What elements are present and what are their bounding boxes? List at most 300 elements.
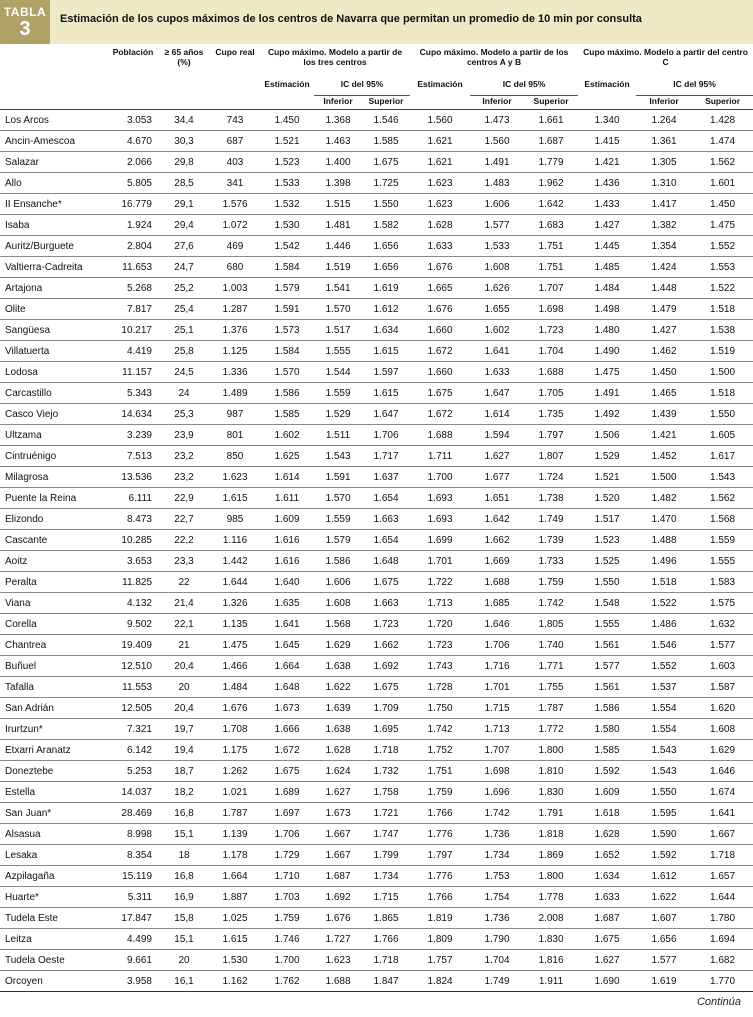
table-cell: 1.656 [362, 236, 410, 257]
table-cell: 1.626 [470, 278, 524, 299]
table-cell: 1.657 [692, 866, 753, 887]
table-cell: 1.687 [314, 866, 362, 887]
table-cell: 1.776 [410, 866, 470, 887]
table-cell: 13.536 [108, 467, 158, 488]
centro-name-cell: San Adrián [0, 698, 108, 719]
table-cell: 1.664 [210, 866, 260, 887]
table-cell: 1.602 [470, 320, 524, 341]
table-cell: 1.722 [410, 572, 470, 593]
centro-name-cell: Tudela Este [0, 908, 108, 929]
table-cell: 1.421 [636, 425, 692, 446]
table-cell: 801 [210, 425, 260, 446]
table-cell: 1.625 [260, 446, 314, 467]
table-cell: 1.697 [260, 803, 314, 824]
table-cell: 1.612 [636, 866, 692, 887]
table-cell: 12.510 [108, 656, 158, 677]
table-cell: 1.621 [410, 152, 470, 173]
table-cell: 1.135 [210, 614, 260, 635]
table-cell: 1.819 [410, 908, 470, 929]
table-cell: 1.705 [524, 383, 578, 404]
table-cell: 1.072 [210, 215, 260, 236]
table-cell: 1.559 [314, 383, 362, 404]
table-cell: 1.483 [470, 173, 524, 194]
table-cell: 1.568 [692, 509, 753, 530]
continued-note: Continúa [696, 996, 741, 1008]
table-cell: 1.491 [578, 383, 636, 404]
table-cell: 5.311 [108, 887, 158, 908]
table-cell: 3.958 [108, 971, 158, 992]
table-row [0, 677, 753, 698]
centro-name-cell: Chantrea [0, 635, 108, 656]
table-cell: 1.354 [636, 236, 692, 257]
centro-name-cell: Viana [0, 593, 108, 614]
table-cell: 23,2 [158, 446, 210, 467]
table-cell: 1.762 [260, 971, 314, 992]
table-cell: 1.585 [362, 131, 410, 152]
table-cell: 1.646 [470, 614, 524, 635]
table-cell: 1.759 [260, 908, 314, 929]
table-cell: 1.548 [578, 593, 636, 614]
table-cell: 1.629 [314, 635, 362, 656]
centro-name-cell: II Ensanche* [0, 194, 108, 215]
centro-name-cell: Lesaka [0, 845, 108, 866]
table-cell: 1.675 [362, 572, 410, 593]
table-cell: 1.718 [362, 950, 410, 971]
table-cell: 11.553 [108, 677, 158, 698]
table-cell: 1.530 [260, 215, 314, 236]
table-cell: 1.629 [692, 740, 753, 761]
table-cell: 1.439 [636, 404, 692, 425]
table-cell: 1.543 [692, 467, 753, 488]
table-cell: 1.474 [692, 131, 753, 152]
table-cell: 1.614 [260, 467, 314, 488]
table-cell: 1.562 [692, 152, 753, 173]
table-cell: 1.816 [524, 950, 578, 971]
table-cell: 1.753 [470, 866, 524, 887]
table-cell: 1.537 [636, 677, 692, 698]
table-cell: 1.799 [362, 845, 410, 866]
table-cell: 1.287 [210, 299, 260, 320]
table-cell: 1.655 [470, 299, 524, 320]
table-cell: 1.755 [524, 677, 578, 698]
table-cell: 25,4 [158, 299, 210, 320]
table-cell: 1.766 [410, 887, 470, 908]
table-cell: 1.810 [524, 761, 578, 782]
table-cell: 1.779 [524, 152, 578, 173]
table-row [0, 929, 753, 950]
table-cell: 1.570 [260, 362, 314, 383]
table-cell: 1.424 [636, 257, 692, 278]
centro-name-cell: Isaba [0, 215, 108, 236]
table-cell: 1.445 [578, 236, 636, 257]
table-cell: 1.616 [260, 551, 314, 572]
table-cell: 1.480 [578, 320, 636, 341]
table-cell: 29,4 [158, 215, 210, 236]
table-cell: 1.523 [578, 530, 636, 551]
table-cell: 1.656 [362, 257, 410, 278]
table-cell: 1.560 [470, 131, 524, 152]
table-row [0, 257, 753, 278]
table-cell: 19.409 [108, 635, 158, 656]
table-cell: 1.482 [636, 488, 692, 509]
table-cell: 1.778 [524, 887, 578, 908]
table-row [0, 866, 753, 887]
table-cell: 11.157 [108, 362, 158, 383]
table-cell: 1.561 [578, 635, 636, 656]
table-row [0, 803, 753, 824]
table-cell: 1.606 [470, 194, 524, 215]
table-cell: 1.521 [578, 467, 636, 488]
table-cell: 1.433 [578, 194, 636, 215]
table-cell: 1.421 [578, 152, 636, 173]
table-cell: 1.776 [410, 824, 470, 845]
table-cell: 1.427 [636, 320, 692, 341]
centro-name-cell: Lodosa [0, 362, 108, 383]
table-row [0, 404, 753, 425]
table-cell: 7.513 [108, 446, 158, 467]
table-cell: 1.522 [636, 593, 692, 614]
table-row [0, 551, 753, 572]
table-cell: 1.592 [578, 761, 636, 782]
table-cell: 1.436 [578, 173, 636, 194]
table-cell: 20 [158, 677, 210, 698]
table-cell: 1.544 [314, 362, 362, 383]
table-cell: 1.463 [314, 131, 362, 152]
table-cell: 1.667 [314, 845, 362, 866]
table-cell: 16.779 [108, 194, 158, 215]
table-cell: 1.675 [260, 761, 314, 782]
table-cell: 1.708 [210, 719, 260, 740]
centro-name-cell: Artajona [0, 278, 108, 299]
table-cell: 1.605 [692, 425, 753, 446]
table-row [0, 614, 753, 635]
table-cell: 1.710 [260, 866, 314, 887]
table-row [0, 719, 753, 740]
table-cell: 4.499 [108, 929, 158, 950]
table-cell: 16,8 [158, 866, 210, 887]
table-row [0, 950, 753, 971]
table-cell: 1.662 [470, 530, 524, 551]
centro-name-cell: Elizondo [0, 509, 108, 530]
table-cell: 1.368 [314, 110, 362, 131]
table-cell: 1.830 [524, 929, 578, 950]
table-cell: 1.554 [636, 719, 692, 740]
table-cell: 341 [210, 173, 260, 194]
centro-name-cell: Olite [0, 299, 108, 320]
table-cell: 850 [210, 446, 260, 467]
table-cell: 2.066 [108, 152, 158, 173]
table-cell: 1.570 [314, 488, 362, 509]
table-cell: 1.683 [524, 215, 578, 236]
table-cell: 15,1 [158, 824, 210, 845]
table-cell: 1.623 [410, 194, 470, 215]
table-cell: 1.641 [692, 803, 753, 824]
table-cell: 1.652 [578, 845, 636, 866]
table-cell: 17.847 [108, 908, 158, 929]
table-cell: 1.003 [210, 278, 260, 299]
table-cell: 1.692 [314, 887, 362, 908]
table-cell: 15,1 [158, 929, 210, 950]
table-cell: 3.653 [108, 551, 158, 572]
table-cell: 1.518 [692, 299, 753, 320]
table-cell: 1.704 [470, 950, 524, 971]
table-cell: 1.559 [692, 530, 753, 551]
table-cell: 1.603 [692, 656, 753, 677]
table-cell: 1.743 [410, 656, 470, 677]
table-cell: 1.584 [260, 341, 314, 362]
table-cell: 1.620 [692, 698, 753, 719]
table-cell: 1.739 [524, 530, 578, 551]
table-cell: 1.500 [636, 467, 692, 488]
table-cell: 1.627 [578, 950, 636, 971]
table-cell: 1.577 [636, 950, 692, 971]
table-cell: 1.560 [410, 110, 470, 131]
table-row [0, 446, 753, 467]
table-cell: 1.645 [260, 635, 314, 656]
table-cell: 1.664 [260, 656, 314, 677]
table-cell: 4.132 [108, 593, 158, 614]
col-header-superior: Superior [368, 96, 404, 106]
table-cell: 10.217 [108, 320, 158, 341]
group-header-centro-c: Cupo máximo. Modelo a partir del centro C [583, 47, 748, 67]
table-cell: 5.268 [108, 278, 158, 299]
table-row [0, 887, 753, 908]
table-cell: 19,7 [158, 719, 210, 740]
col-header-superior: Superior [705, 96, 741, 106]
table-cell: 469 [210, 236, 260, 257]
table-cell: 1.807 [524, 446, 578, 467]
table-cell: 14.634 [108, 404, 158, 425]
table-row [0, 299, 753, 320]
table-cell: 1.673 [260, 698, 314, 719]
table-cell: 1.695 [362, 719, 410, 740]
table-cell: 1.462 [636, 341, 692, 362]
table-cell: 1.162 [210, 971, 260, 992]
table-cell: 1.693 [410, 509, 470, 530]
table-cell: 1.021 [210, 782, 260, 803]
table-cell: 1.577 [578, 656, 636, 677]
table-cell: 1.529 [314, 404, 362, 425]
table-cell: 1.699 [410, 530, 470, 551]
table-cell: 19,4 [158, 740, 210, 761]
table-cell: 1.486 [636, 614, 692, 635]
table-cell: 1.125 [210, 341, 260, 362]
table-cell: 1.448 [636, 278, 692, 299]
table-cell: 1.847 [362, 971, 410, 992]
table-cell: 1.450 [692, 194, 753, 215]
table-tag-number: 3 [19, 18, 31, 40]
table-cell: 1.417 [636, 194, 692, 215]
table-cell: 1.644 [692, 887, 753, 908]
table-cell: 1.310 [636, 173, 692, 194]
table-cell: 1.734 [470, 845, 524, 866]
table-cell: 1.492 [578, 404, 636, 425]
table-cell: 25,1 [158, 320, 210, 341]
table-cell: 1.582 [362, 215, 410, 236]
table-cell: 4.670 [108, 131, 158, 152]
table-cell: 1.669 [470, 551, 524, 572]
table-row [0, 824, 753, 845]
table-row [0, 236, 753, 257]
table-row [0, 425, 753, 446]
centro-name-cell: Tudela Oeste [0, 950, 108, 971]
table-cell: 1.790 [470, 929, 524, 950]
col-header-inferior: Inferior [649, 96, 679, 106]
table-cell: 23,3 [158, 551, 210, 572]
table-cell: 14.037 [108, 782, 158, 803]
table-cell: 1.759 [410, 782, 470, 803]
table-cell: 1.622 [314, 677, 362, 698]
table-cell: 1.511 [314, 425, 362, 446]
table-row [0, 278, 753, 299]
table-cell: 1.500 [692, 362, 753, 383]
table-cell: 1.533 [260, 173, 314, 194]
table-cell: 1.450 [636, 362, 692, 383]
data-table [0, 47, 753, 992]
table-cell: 1.546 [636, 635, 692, 656]
centro-name-cell: Doneztebe [0, 761, 108, 782]
table-cell: 1.809 [410, 929, 470, 950]
table-cell: 1.543 [636, 740, 692, 761]
centro-name-cell: Aoitz [0, 551, 108, 572]
table-cell: 1.491 [470, 152, 524, 173]
table-cell: 1.701 [410, 551, 470, 572]
table-cell: 29,1 [158, 194, 210, 215]
table-cell: 1.682 [692, 950, 753, 971]
table-cell: 1.688 [470, 572, 524, 593]
table-cell: 1.706 [470, 635, 524, 656]
table-row [0, 194, 753, 215]
table-row [0, 173, 753, 194]
table-cell: 1.648 [362, 551, 410, 572]
table-cell: 21,4 [158, 593, 210, 614]
table-cell: 1.473 [470, 110, 524, 131]
table-cell: 1.637 [362, 467, 410, 488]
table-cell: 1.716 [470, 656, 524, 677]
table-cell: 1.550 [362, 194, 410, 215]
col-header-ic: IC del 95% [470, 79, 578, 96]
table-cell: 1.766 [362, 929, 410, 950]
table-cell: 1.648 [260, 677, 314, 698]
table-cell: 1.661 [524, 110, 578, 131]
table-cell: 1.647 [362, 404, 410, 425]
table-cell: 1.608 [470, 257, 524, 278]
table-cell: 25,2 [158, 278, 210, 299]
table-cell: 1.506 [578, 425, 636, 446]
col-header-cupo-real: Cupo real [215, 47, 255, 57]
table-cell: 1.336 [210, 362, 260, 383]
table-cell: 1.700 [260, 950, 314, 971]
centro-name-cell: Buñuel [0, 656, 108, 677]
table-cell: 1.740 [524, 635, 578, 656]
table-cell: 687 [210, 131, 260, 152]
table-cell: 1.647 [470, 383, 524, 404]
table-cell: 1.751 [410, 761, 470, 782]
table-cell: 1.546 [362, 110, 410, 131]
table-cell: 25,8 [158, 341, 210, 362]
table-cell: 1.656 [636, 929, 692, 950]
table-cell: 1.707 [524, 278, 578, 299]
table-head [0, 47, 753, 110]
table-cell: 30,3 [158, 131, 210, 152]
table-cell: 1.628 [314, 740, 362, 761]
centro-name-cell: Puente la Reina [0, 488, 108, 509]
group-header-centros-a-b: Cupo máximo. Modelo a partir de los centros A y B [419, 47, 569, 67]
table-cell: 1.694 [692, 929, 753, 950]
table-cell: 1.577 [692, 635, 753, 656]
table-cell: 1.579 [314, 530, 362, 551]
centro-name-cell: Carcastillo [0, 383, 108, 404]
table-cell: 22,7 [158, 509, 210, 530]
table-cell: 1.723 [524, 320, 578, 341]
table-cell: 1.612 [362, 299, 410, 320]
table-cell: 1.523 [260, 152, 314, 173]
table-cell: 1.698 [470, 761, 524, 782]
centro-name-cell: Auritz/Burguete [0, 236, 108, 257]
table-row [0, 383, 753, 404]
table-cell: 8.473 [108, 509, 158, 530]
table-cell: 1.757 [410, 950, 470, 971]
col-header-estimacion: Estimación [584, 79, 630, 89]
table-cell: 987 [210, 404, 260, 425]
table-cell: 1.718 [692, 845, 753, 866]
table-cell: 1.590 [636, 824, 692, 845]
table-cell: 1.688 [524, 362, 578, 383]
table-cell: 1.488 [636, 530, 692, 551]
table-cell: 25,3 [158, 404, 210, 425]
table-cell: 1.696 [470, 782, 524, 803]
table-cell: 1.634 [362, 320, 410, 341]
table-cell: 1.736 [470, 824, 524, 845]
table-row [0, 488, 753, 509]
table-cell: 1.711 [410, 446, 470, 467]
table-cell: 1.538 [692, 320, 753, 341]
table-cell: 1.911 [524, 971, 578, 992]
table-cell: 1.642 [524, 194, 578, 215]
table-cell: 1.618 [578, 803, 636, 824]
table-cell: 1.751 [524, 257, 578, 278]
table-cell: 1.517 [578, 509, 636, 530]
centro-name-cell: Orcoyen [0, 971, 108, 992]
table-cell: 1.672 [410, 341, 470, 362]
table-cell: 1.749 [470, 971, 524, 992]
table-cell: 1.555 [692, 551, 753, 572]
table-cell: 1.674 [692, 782, 753, 803]
table-cell: 1.543 [314, 446, 362, 467]
table-cell: 1.594 [470, 425, 524, 446]
table-cell: 23,2 [158, 467, 210, 488]
table-cell: 16,1 [158, 971, 210, 992]
table-cell: 1.116 [210, 530, 260, 551]
centro-name-cell: Tafalla [0, 677, 108, 698]
col-header-estimacion: Estimación [417, 79, 463, 89]
table-cell: 1.446 [314, 236, 362, 257]
table-cell: 1.754 [470, 887, 524, 908]
table-cell: 1.428 [692, 110, 753, 131]
table-cell: 1.651 [470, 488, 524, 509]
table-cell: 7.817 [108, 299, 158, 320]
table-cell: 1.787 [524, 698, 578, 719]
table-cell: 1.707 [470, 740, 524, 761]
table-cell: 1.660 [410, 362, 470, 383]
table-cell: 1.924 [108, 215, 158, 236]
table-cell: 1.887 [210, 887, 260, 908]
col-header-poblacion: Población [112, 47, 154, 57]
table-cell: 1.732 [362, 761, 410, 782]
table-cell: 24,7 [158, 257, 210, 278]
table-cell: 1.615 [362, 341, 410, 362]
table-cell: 1.780 [692, 908, 753, 929]
